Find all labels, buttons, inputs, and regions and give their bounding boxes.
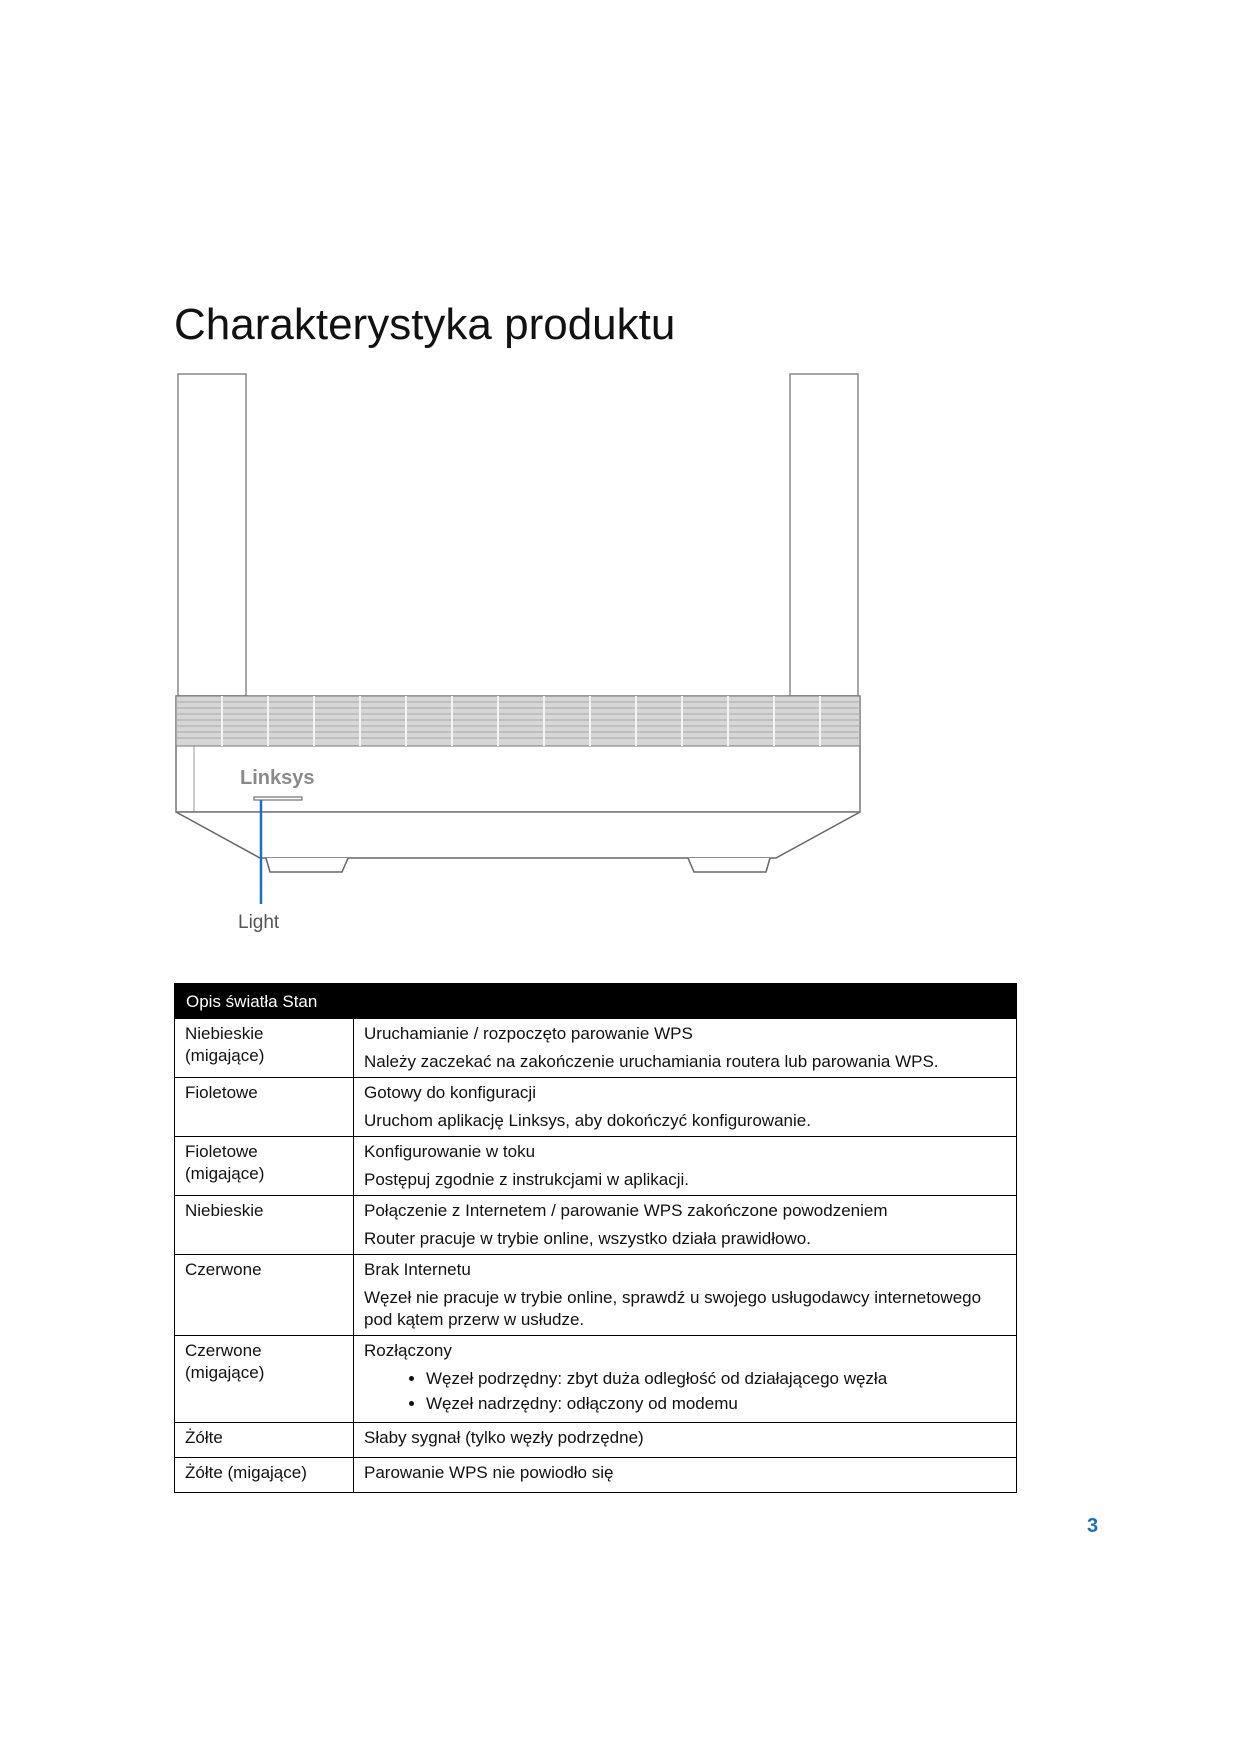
router-illustration <box>170 362 870 942</box>
state-title: Słaby sygnał (tylko węzły podrzędne) <box>364 1428 644 1447</box>
list-item: • Węzeł podrzędny: zbyt duża odległość od działającego węzła <box>426 1368 1006 1390</box>
state-cell <box>354 1255 1017 1336</box>
callout-label: Light <box>238 912 280 933</box>
page-title: Charakterystyka produktu <box>174 300 676 349</box>
vent-grille <box>176 696 860 746</box>
table-header: Opis światła Stan <box>175 984 1017 1019</box>
state-title: Brak Internetu <box>364 1260 471 1279</box>
light-description <box>175 1019 354 1078</box>
light-description <box>175 1336 354 1423</box>
light-description <box>175 1458 354 1493</box>
linksys-logo: Linksys <box>240 767 315 789</box>
light-description-line: (migające) <box>185 1046 265 1065</box>
light-description-line: Niebieskie <box>185 1201 264 1220</box>
page-number: 3 <box>1087 1515 1099 1537</box>
state-title: Połączenie z Internetem / parowanie WPS zakończone powodzeniem <box>364 1201 888 1220</box>
state-cell <box>354 1019 1017 1078</box>
state-title: Rozłączony <box>364 1341 452 1360</box>
state-bullet-list <box>364 1368 1006 1415</box>
state-description: Postępuj zgodnie z instrukcjami w aplikacji. <box>364 1170 690 1189</box>
table-row <box>175 1196 1017 1255</box>
light-description-line: (migające) <box>185 1363 265 1382</box>
light-description-line: Fioletowe <box>185 1142 258 1161</box>
state-description: Router pracuje w trybie online, wszystko działa prawidłowo. <box>364 1229 811 1248</box>
light-description <box>175 1078 354 1137</box>
state-title: Konfigurowanie w toku <box>364 1142 536 1161</box>
light-description-line: Czerwone <box>185 1260 262 1279</box>
light-description-line: Żółte (migające) <box>185 1463 307 1482</box>
light-description <box>175 1423 354 1458</box>
router-feet <box>266 858 770 872</box>
table-row <box>175 1458 1017 1493</box>
table-row <box>175 1336 1017 1423</box>
light-description-line: Czerwone <box>185 1341 262 1360</box>
state-title: Parowanie WPS nie powiodło się <box>364 1463 614 1482</box>
light-description-line: Żółte <box>185 1428 223 1447</box>
light-description <box>175 1196 354 1255</box>
state-cell <box>354 1196 1017 1255</box>
table-row <box>175 1019 1017 1078</box>
led-light-bar <box>254 797 302 800</box>
state-cell <box>354 1423 1017 1458</box>
led-status-table <box>174 983 1017 1493</box>
state-description: Uruchom aplikację Linksys, aby dokończyć konfigurowanie. <box>364 1111 811 1130</box>
light-description-line: Niebieskie <box>185 1024 264 1043</box>
light-description <box>175 1137 354 1196</box>
state-description: Węzeł nie pracuje w trybie online, sprawdź u swojego usługodawcy internetowego pod kątem przerw w usłudze. <box>364 1288 982 1329</box>
light-description <box>175 1255 354 1336</box>
table-body <box>175 1019 1017 1493</box>
table-row <box>175 1423 1017 1458</box>
right-antenna <box>790 374 858 696</box>
state-title: Uruchamianie / rozpoczęto parowanie WPS <box>364 1024 693 1043</box>
table-header-row <box>175 984 1017 1019</box>
table-row <box>175 1078 1017 1137</box>
table-row <box>175 1255 1017 1336</box>
state-description: Należy zaczekać na zakończenie uruchamiania routera lub parowania WPS. <box>364 1052 939 1071</box>
left-antenna <box>178 374 246 696</box>
state-cell <box>354 1458 1017 1493</box>
state-cell <box>354 1137 1017 1196</box>
table-row <box>175 1137 1017 1196</box>
state-cell <box>354 1336 1017 1423</box>
state-title: Gotowy do konfiguracji <box>364 1083 536 1102</box>
list-item: • Węzeł nadrzędny: odłączony od modemu <box>426 1393 1006 1415</box>
light-description-line: Fioletowe <box>185 1083 258 1102</box>
state-cell <box>354 1078 1017 1137</box>
light-description-line: (migające) <box>185 1164 265 1183</box>
